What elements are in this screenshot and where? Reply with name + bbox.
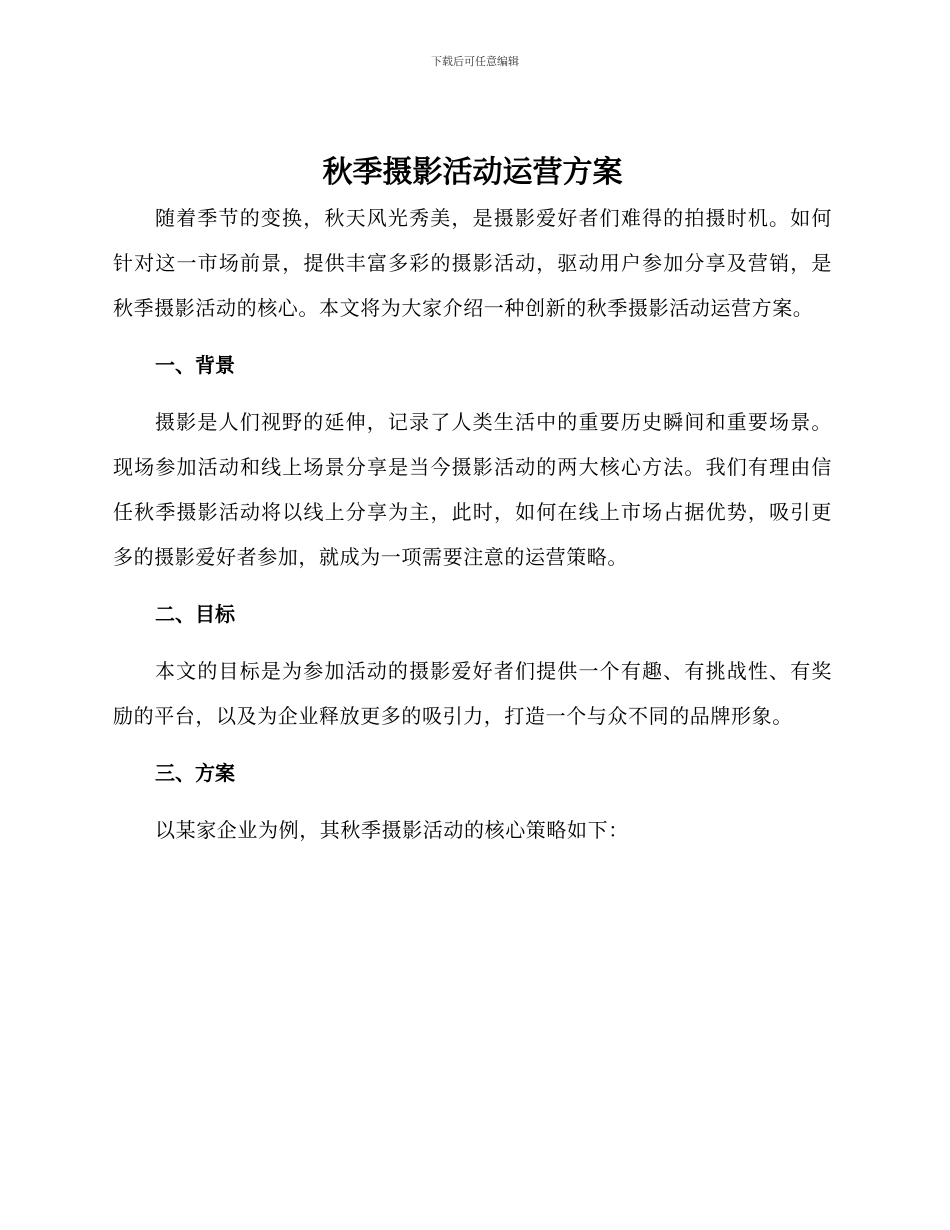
section-heading-plan: 三、方案	[155, 761, 235, 785]
page-header-note: 下载后可任意编辑	[431, 55, 519, 68]
document-body	[113, 150, 832, 853]
section-heading-goal: 二、目标	[155, 602, 235, 626]
section-body-goal: 本文的目标是为参加活动的摄影爱好者们提供一个有趣、有挑战性、有奖励的平台，以及为企业释放更多的吸引力，打造一个与众不同的品牌形象。	[113, 659, 832, 728]
section-heading-background: 一、背景	[155, 353, 235, 377]
document-title: 秋季摄影活动运营方案	[322, 155, 623, 190]
intro-paragraph: 随着季节的变换，秋天风光秀美，是摄影爱好者们难得的拍摄时机。如何针对这一市场前景，提供丰富多彩的摄影活动，驱动用户参加分享及营销，是秋季摄影活动的核心。本文将为大家介绍一种创新的秋季摄影活动运营方案。	[113, 206, 832, 320]
section-body-plan: 以某家企业为例，其秋季摄影活动的核心策略如下：	[155, 818, 629, 842]
section-body-background: 摄影是人们视野的延伸，记录了人类生活中的重要历史瞬间和重要场景。现场参加活动和线上场景分享是当今摄影活动的两大核心方法。我们有理由信任秋季摄影活动将以线上分享为主，此时，如何在线上市场占据优势，吸引更多的摄影爱好者参加，就成为一项需要注意的运营策略。	[113, 410, 832, 569]
